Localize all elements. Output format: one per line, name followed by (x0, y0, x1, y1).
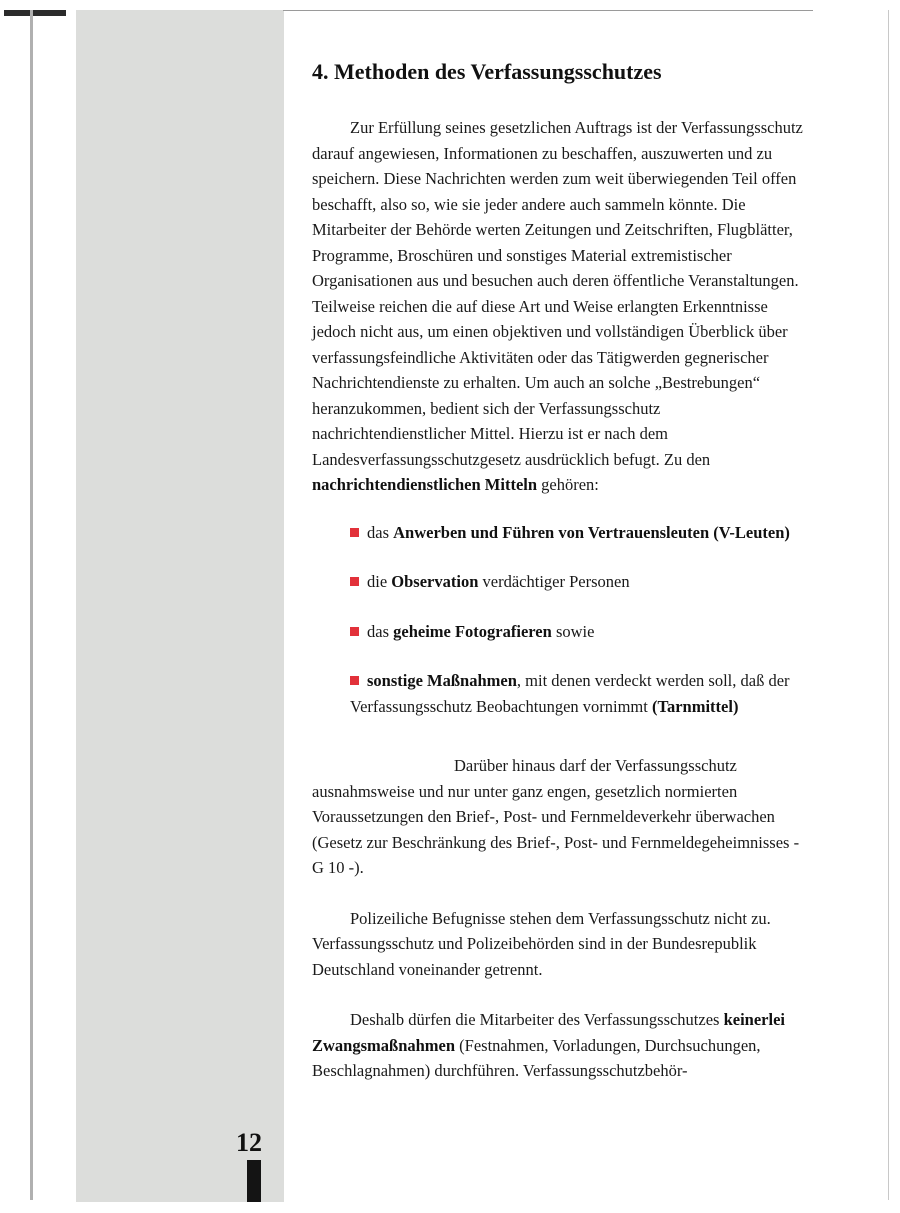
bullet-bold: sonstige Maßnahmen (367, 671, 517, 690)
bullet-pre: die (367, 572, 392, 591)
intro-tail: gehören: (537, 475, 599, 494)
scan-corner-mark (4, 10, 66, 16)
page-content (312, 57, 804, 1084)
grey-sidebar (76, 10, 284, 1202)
square-bullet-icon (350, 528, 359, 537)
bullet-post: verdächtiger Personen (478, 572, 630, 591)
scan-right-edge (888, 10, 889, 1200)
page-marker-bar (247, 1160, 261, 1202)
coercion-pre: Deshalb dürfen die Mitarbeiter des Verfassungsschutzes (350, 1010, 724, 1029)
bullet-post: , mit denen verdeckt werden soll, daß der Verfassungsschutz Beobachtungen vornimmt (350, 671, 790, 716)
list-item (350, 569, 804, 595)
intro-bold: nachrichtendienstlichen Mitteln (312, 475, 538, 494)
coercion-paragraph (312, 1007, 804, 1084)
bullet-bold: Anwerben und Führen von Vertrauensleuten (V-Leuten) (393, 522, 790, 542)
list-item (350, 619, 804, 645)
bullet-bold: Observation (391, 572, 479, 591)
square-bullet-icon (350, 577, 359, 586)
list-item (350, 668, 804, 719)
g10-paragraph: Darüber hinaus darf der Verfassungsschutz ausnahmsweise und nur unter ganz engen, gesetzlich normierten Voraussetzungen den Brief-, Post- und Fernmeldeverkehr überwachen (Gesetz zur Beschränkung des Brief-, Post- und Fernmeldegeheimnisses - G 10 -). (312, 756, 800, 877)
top-rule (283, 10, 813, 11)
scan-left-edge (30, 10, 33, 1200)
bullet-pre: das (367, 621, 394, 641)
bullet-bold: geheime Fotografieren (393, 621, 552, 641)
intro-paragraph (312, 115, 804, 498)
bullet-post: sowie (551, 621, 595, 641)
page-number: 12 (236, 1128, 262, 1157)
section-heading: 4. Methoden des Verfassungsschutzes (312, 59, 662, 84)
bullet-bold-suffix: (Tarnmittel) (651, 696, 739, 716)
list-item (350, 520, 804, 546)
intro-text: Zur Erfüllung seines gesetzlichen Auftrags ist der Verfassungsschutz darauf angewiesen, Informationen zu beschaffen, auszuwerten und zu speichern. Diese Nachrichten werden zum weit überwiegenden Teil offen beschafft, also so, wie sie jeder andere auch sammeln könnte. Die Mitarbeiter der Behörde werten Zeitungen und Zeitschriften, Flugblätter, Programme, Broschüren und sonstiges Material extremistischer Organisationen aus und besuchen auch deren öffentliche Veranstaltungen. Teilweise reichen die auf diese Art und Weise erlangten Erkenntnisse jedoch nicht aus, um einen objektiven und vollständigen Überblick über verfassungsfeindliche Aktivitäten oder das Tätigwerden gegnerischer Nachrichtendienste zu erhalten. Um auch an solche „Bestrebungen“ heranzukommen, bedient sich der Verfassungsschutz nachrichtendienstlicher Mittel. Hierzu ist er nach dem Landesverfassungsschutzgesetz ausdrücklich befugt. Zu den (312, 118, 803, 469)
methods-list (312, 520, 804, 720)
square-bullet-icon (350, 627, 359, 636)
bullet-pre: das (367, 522, 394, 542)
coercion-bold: keinerlei Zwangsmaßnahmen (312, 1010, 785, 1055)
square-bullet-icon (350, 676, 359, 685)
police-paragraph: Polizeiliche Befugnisse stehen dem Verfassungsschutz nicht zu. Verfassungsschutz und Polizeibehörden sind in der Bundesrepublik Deutschland voneinander getrennt. (312, 908, 771, 979)
coercion-post: (Festnahmen, Vorladungen, Durchsuchungen, Beschlagnahmen) durchführen. Verfassungsschutzbehör- (312, 1035, 761, 1080)
